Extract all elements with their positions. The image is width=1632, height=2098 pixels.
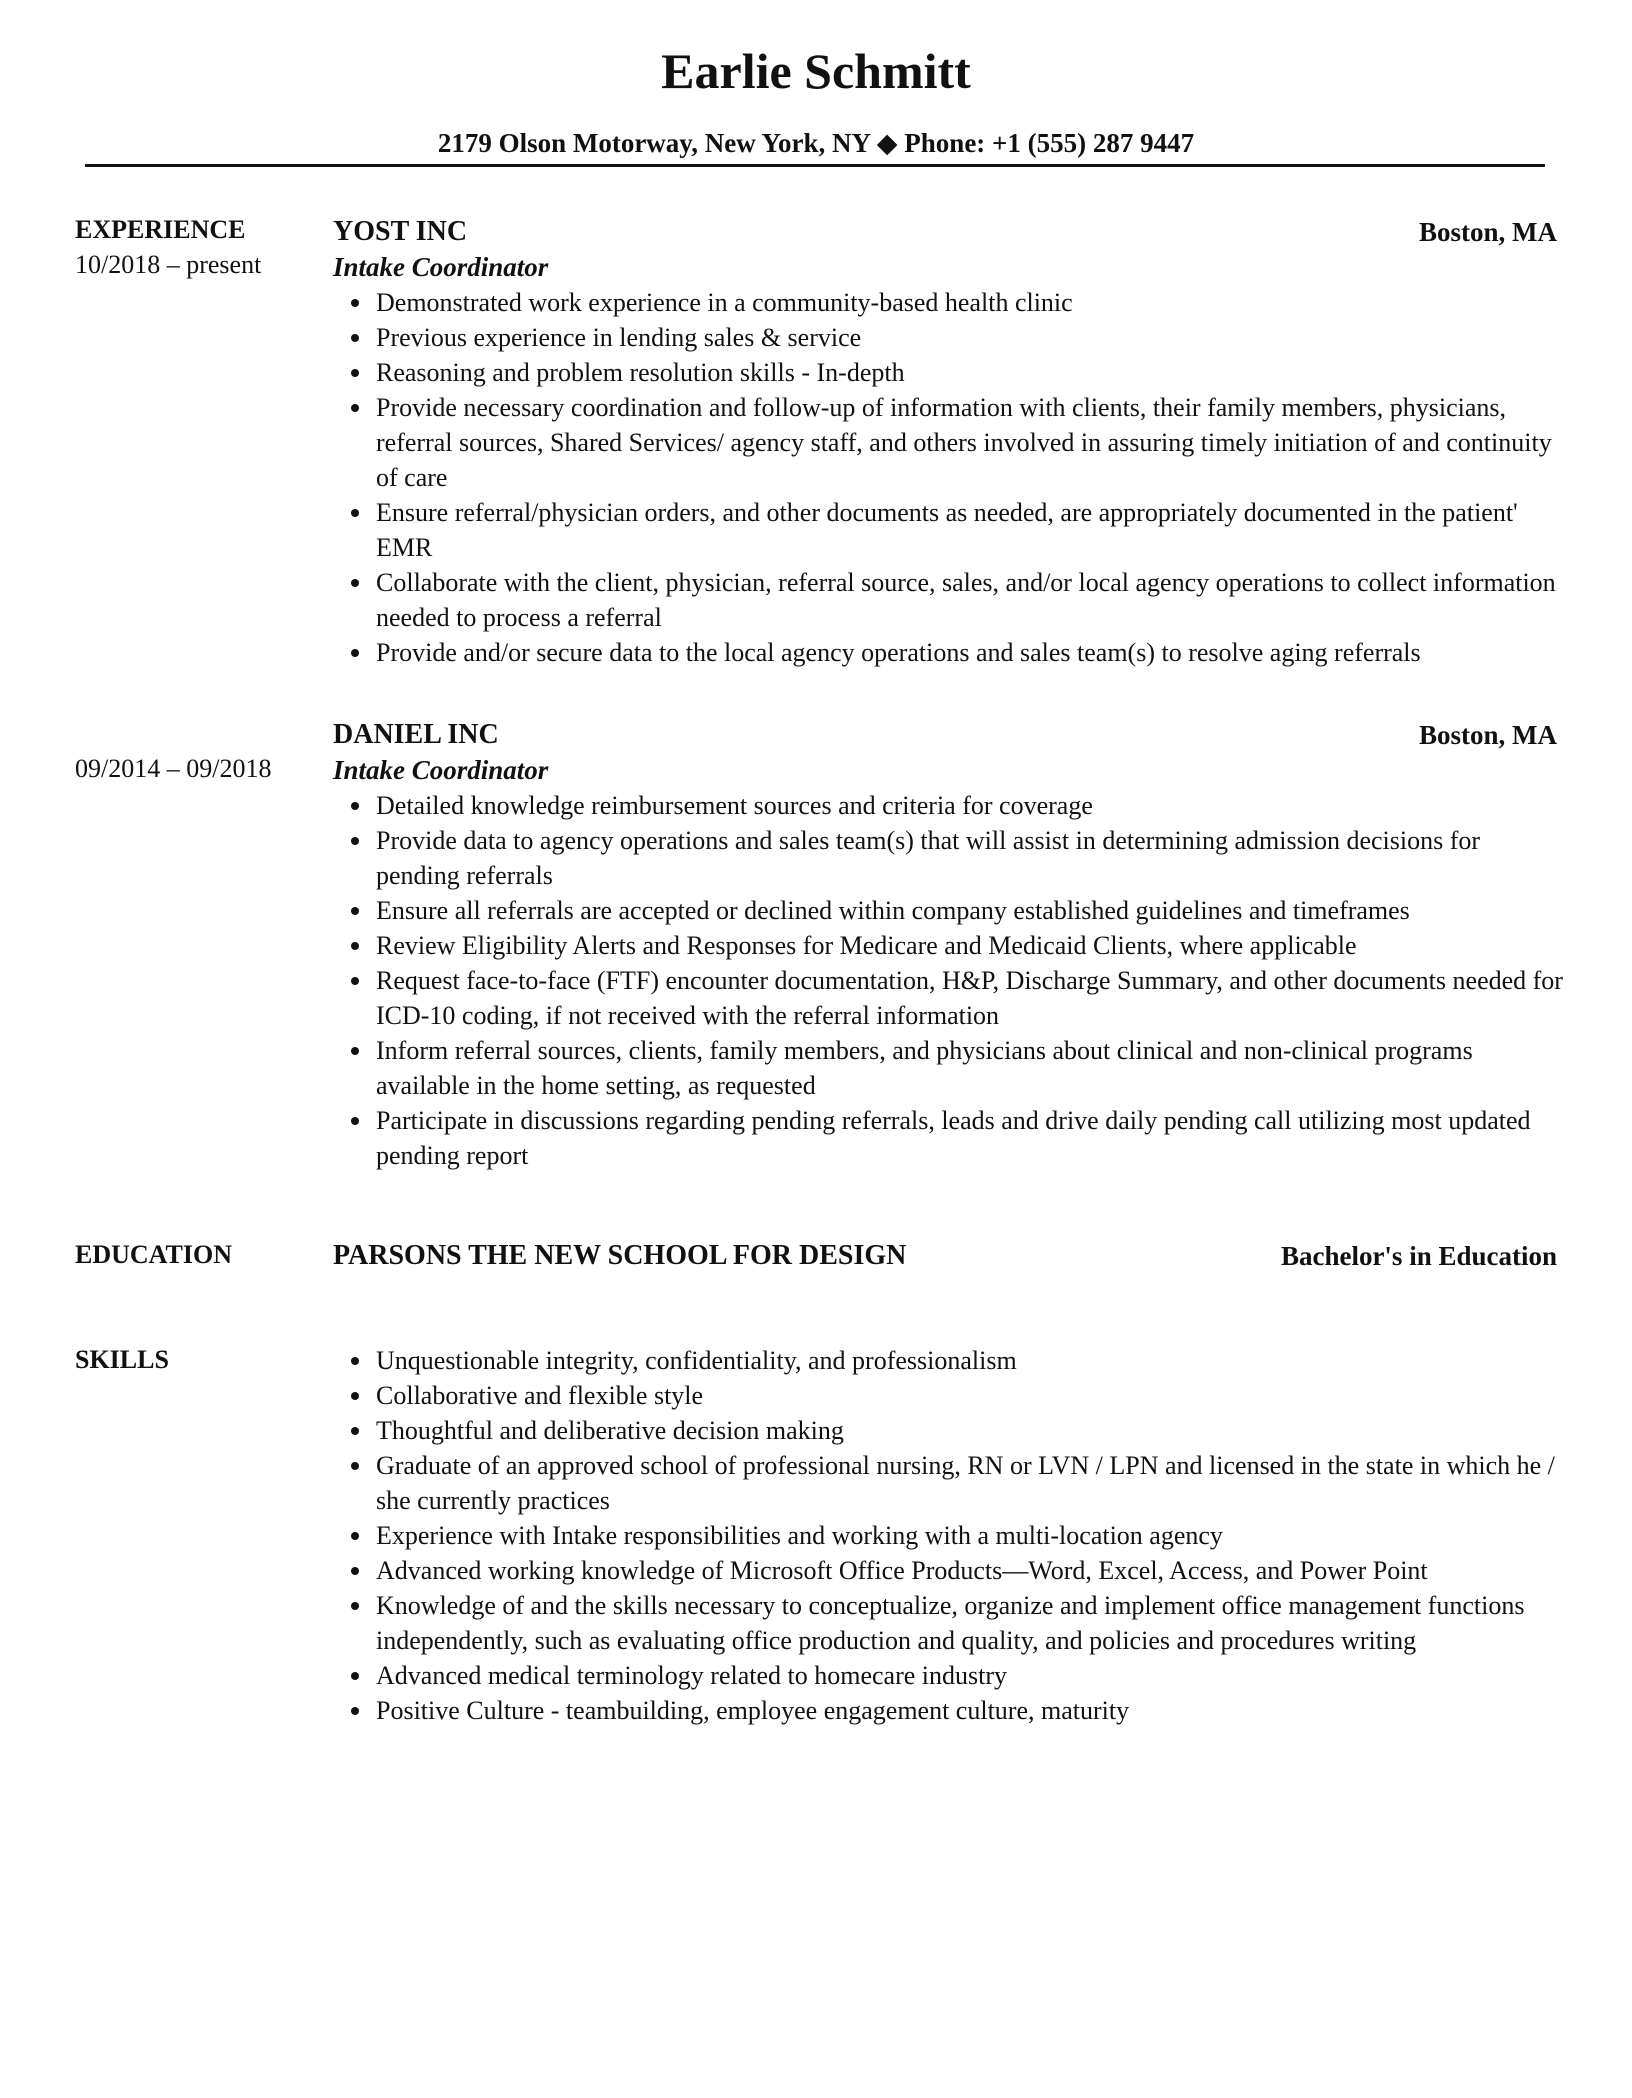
job-location: Boston, MA — [1418, 217, 1557, 247]
bullet-icon — [351, 942, 359, 950]
bullet-text: Positive Culture - teambuilding, employee engagement culture, maturity — [376, 1696, 1130, 1725]
list-item — [333, 635, 1563, 670]
list-item — [333, 1103, 1563, 1173]
list-item — [333, 1448, 1563, 1518]
job-bullets — [333, 788, 1563, 1173]
bullet-icon — [351, 1462, 359, 1470]
bullet-text: Reasoning and problem resolution skills - In-depth — [376, 358, 905, 387]
bullet-text: Ensure referral/physician orders, and other documents as needed, are appropriately documented in the patient' EMR — [376, 498, 1518, 562]
list-item — [333, 1588, 1563, 1658]
job-role: Intake Coordinator — [333, 755, 549, 785]
bullet-icon — [351, 1672, 359, 1680]
bullet-icon — [351, 1707, 359, 1715]
bullet-icon — [351, 977, 359, 985]
skills-heading: SKILLS — [75, 1345, 169, 1374]
list-item — [333, 823, 1563, 893]
list-item — [333, 355, 1563, 390]
job-dates: 09/2014 – 09/2018 — [75, 754, 272, 783]
bullet-text: Provide and/or secure data to the local agency operations and sales team(s) to resolve aging referrals — [376, 638, 1421, 667]
job-company: DANIEL INC — [333, 719, 499, 750]
list-item — [333, 1413, 1563, 1448]
bullet-icon — [351, 649, 359, 657]
job-location: Boston, MA — [1418, 720, 1557, 750]
bullet-icon — [351, 509, 359, 517]
bullet-text: Provide necessary coordination and follow-up of information with clients, their family members, physicians, referral sources, Shared Services/ agency staff, and others involved in assuring timely initiation of and continuity of care — [376, 393, 1552, 492]
bullet-text: Collaborative and flexible style — [376, 1381, 704, 1410]
bullet-icon — [351, 299, 359, 307]
bullet-icon — [351, 1532, 359, 1540]
list-item — [333, 893, 1563, 928]
job-company: YOST INC — [333, 216, 468, 247]
contact-line: 2179 Olson Motorway, New York, NY ◆ Phone: +1 (555) 287 9447 — [437, 128, 1195, 158]
list-item — [333, 1693, 1563, 1728]
skills-list — [333, 1343, 1563, 1728]
job-bullets — [333, 285, 1563, 670]
job-dates: 10/2018 – present — [75, 250, 262, 279]
list-item — [333, 1378, 1563, 1413]
bullet-text: Review Eligibility Alerts and Responses for Medicare and Medicaid Clients, where applicable — [376, 931, 1357, 960]
bullet-text: Graduate of an approved school of professional nursing, RN or LVN / LPN and licensed in the state in which he / she currently practices — [376, 1451, 1555, 1515]
list-item — [333, 1343, 1563, 1378]
bullet-icon — [351, 334, 359, 342]
bullet-icon — [351, 1427, 359, 1435]
bullet-icon — [351, 837, 359, 845]
list-item — [333, 788, 1563, 823]
bullet-icon — [351, 369, 359, 377]
bullet-text: Demonstrated work experience in a community-based health clinic — [376, 288, 1073, 317]
bullet-icon — [351, 802, 359, 810]
list-item — [333, 390, 1563, 495]
bullet-text: Knowledge of and the skills necessary to conceptualize, organize and implement office management functions independently, such as evaluating office production and quality, and policies and procedures writing — [376, 1591, 1525, 1655]
list-item — [333, 928, 1563, 963]
list-item — [333, 495, 1563, 565]
bullet-icon — [351, 1602, 359, 1610]
list-item — [333, 1658, 1563, 1693]
bullet-icon — [351, 1392, 359, 1400]
bullet-text: Participate in discussions regarding pending referrals, leads and drive daily pending call utilizing most updated pending report — [376, 1106, 1531, 1170]
job-role: Intake Coordinator — [333, 252, 549, 282]
bullet-text: Detailed knowledge reimbursement sources and criteria for coverage — [376, 791, 1093, 820]
list-item — [333, 1033, 1563, 1103]
bullet-text: Previous experience in lending sales & service — [376, 323, 862, 352]
experience-heading: EXPERIENCE — [75, 215, 246, 244]
header-divider — [85, 164, 1545, 167]
bullet-icon — [351, 1117, 359, 1125]
bullet-icon — [351, 579, 359, 587]
education-school: PARSONS THE NEW SCHOOL FOR DESIGN — [333, 1240, 907, 1271]
bullet-text: Thoughtful and deliberative decision making — [376, 1416, 844, 1445]
bullet-text: Advanced medical terminology related to homecare industry — [376, 1661, 1007, 1690]
bullet-text: Ensure all referrals are accepted or declined within company established guidelines and timeframes — [376, 896, 1410, 925]
bullet-text: Unquestionable integrity, confidentiality, and professionalism — [376, 1346, 1017, 1375]
list-item — [333, 565, 1563, 635]
bullet-text: Provide data to agency operations and sales team(s) that will assist in determining admission decisions for pending referrals — [376, 826, 1481, 890]
list-item — [333, 1518, 1563, 1553]
list-item — [333, 963, 1563, 1033]
education-heading: EDUCATION — [75, 1240, 232, 1269]
bullet-text: Request face-to-face (FTF) encounter documentation, H&P, Discharge Summary, and other documents needed for ICD-10 coding, if not received with the referral information — [376, 966, 1563, 1030]
bullet-icon — [351, 1567, 359, 1575]
list-item — [333, 1553, 1563, 1588]
list-item — [333, 320, 1563, 355]
bullet-icon — [351, 1047, 359, 1055]
bullet-text: Experience with Intake responsibilities and working with a multi-location agency — [376, 1521, 1223, 1550]
bullet-text: Collaborate with the client, physician, referral source, sales, and/or local agency operations to collect information needed to process a referral — [376, 568, 1556, 632]
bullet-text: Advanced working knowledge of Microsoft Office Products—Word, Excel, Access, and Power Point — [376, 1556, 1428, 1585]
bullet-text: Inform referral sources, clients, family members, and physicians about clinical and non-clinical programs available in the home setting, as requested — [376, 1036, 1473, 1100]
education-degree: Bachelor's in Education — [1280, 1241, 1557, 1271]
bullet-icon — [351, 404, 359, 412]
bullet-icon — [351, 1357, 359, 1365]
list-item — [333, 285, 1563, 320]
bullet-icon — [351, 907, 359, 915]
candidate-name: Earlie Schmitt — [661, 43, 971, 99]
